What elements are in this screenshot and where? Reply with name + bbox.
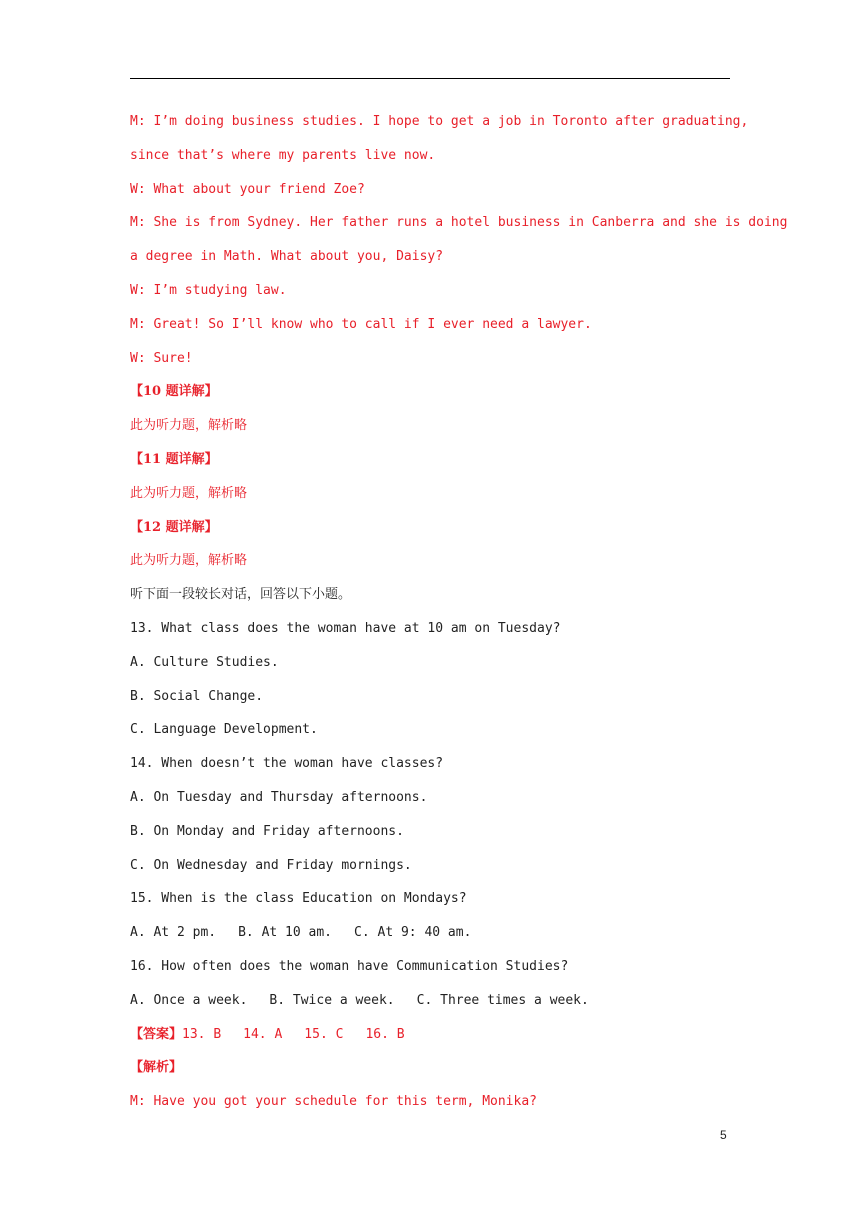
dialog-line: W: I’m studying law. — [130, 282, 287, 298]
dialog-line: since that’s where my parents live now. — [130, 147, 436, 163]
question-13-option-a: A. Culture Studies. — [130, 654, 279, 670]
explanation-text-12: 此为听力题，解析略 — [130, 553, 248, 569]
analysis-heading: 【解析】 — [130, 1060, 183, 1076]
question-16-option-b: B. Twice a week. — [269, 992, 395, 1008]
dialog-line: M: She is from Sydney. Her father runs a hotel business in Canberra and she is doing — [130, 215, 788, 231]
question-14-option-a: A. On Tuesday and Thursday afternoons. — [130, 789, 428, 805]
question-13-stem: 13. What class does the woman have at 10 am on Tuesday? — [130, 620, 561, 636]
question-16-option-c: C. Three times a week. — [416, 992, 589, 1008]
answer-13: 13. B — [182, 1026, 222, 1042]
answer-label: 【答案】 — [130, 1026, 183, 1042]
dialog-line: M: Have you got your schedule for this term, Monika? — [130, 1094, 537, 1110]
dialog-line: M: Great! So I’ll know who to call if I ever need a lawyer. — [130, 316, 592, 332]
question-15-stem: 15. When is the class Education on Mondays? — [130, 891, 467, 907]
explanation-text-11: 此为听力题，解析略 — [130, 485, 248, 501]
question-14-option-c: C. On Wednesday and Friday mornings. — [130, 857, 412, 873]
question-14-stem: 14. When doesn’t the woman have classes? — [130, 756, 444, 772]
question-13-option-c: C. Language Development. — [130, 722, 318, 738]
question-15-option-b: B. At 10 am. — [238, 925, 333, 941]
question-16-option-a: A. Once a week. — [130, 992, 248, 1008]
dialog-line: W: Sure! — [130, 350, 193, 366]
explanation-heading-12: 【12 题详解】 — [130, 519, 218, 535]
question-15-option-a: A. At 2 pm. — [130, 925, 217, 941]
dialog-line: W: What about your friend Zoe? — [130, 181, 365, 197]
question-14-option-b: B. On Monday and Friday afternoons. — [130, 823, 404, 839]
dialog-line: a degree in Math. What about you, Daisy? — [130, 249, 444, 265]
question-15-option-c: C. At 9: 40 am. — [354, 925, 472, 941]
answer-line — [130, 1021, 740, 1055]
dialog-line: M: I’m doing business studies. I hope to get a job in Toronto after graduating, — [130, 114, 749, 129]
answer-15: 15. C — [304, 1026, 344, 1042]
question-16-options — [130, 987, 740, 1021]
question-15-options — [130, 919, 740, 953]
explanation-heading-10: 【10 题详解】 — [130, 384, 218, 400]
question-16-stem: 16. How often does the woman have Communication Studies? — [130, 958, 569, 974]
section-instruction: 听下面一段较长对话，回答以下小题。 — [130, 587, 352, 603]
question-13-option-b: B. Social Change. — [130, 688, 264, 704]
page-number: 5 — [720, 1128, 727, 1142]
header-rule — [130, 78, 730, 79]
explanation-text-10: 此为听力题，解析略 — [130, 418, 248, 434]
answer-16: 16. B — [365, 1026, 405, 1042]
explanation-heading-11: 【11 题详解】 — [130, 451, 218, 467]
answer-14: 14. A — [243, 1026, 283, 1042]
document-body — [130, 108, 788, 1122]
